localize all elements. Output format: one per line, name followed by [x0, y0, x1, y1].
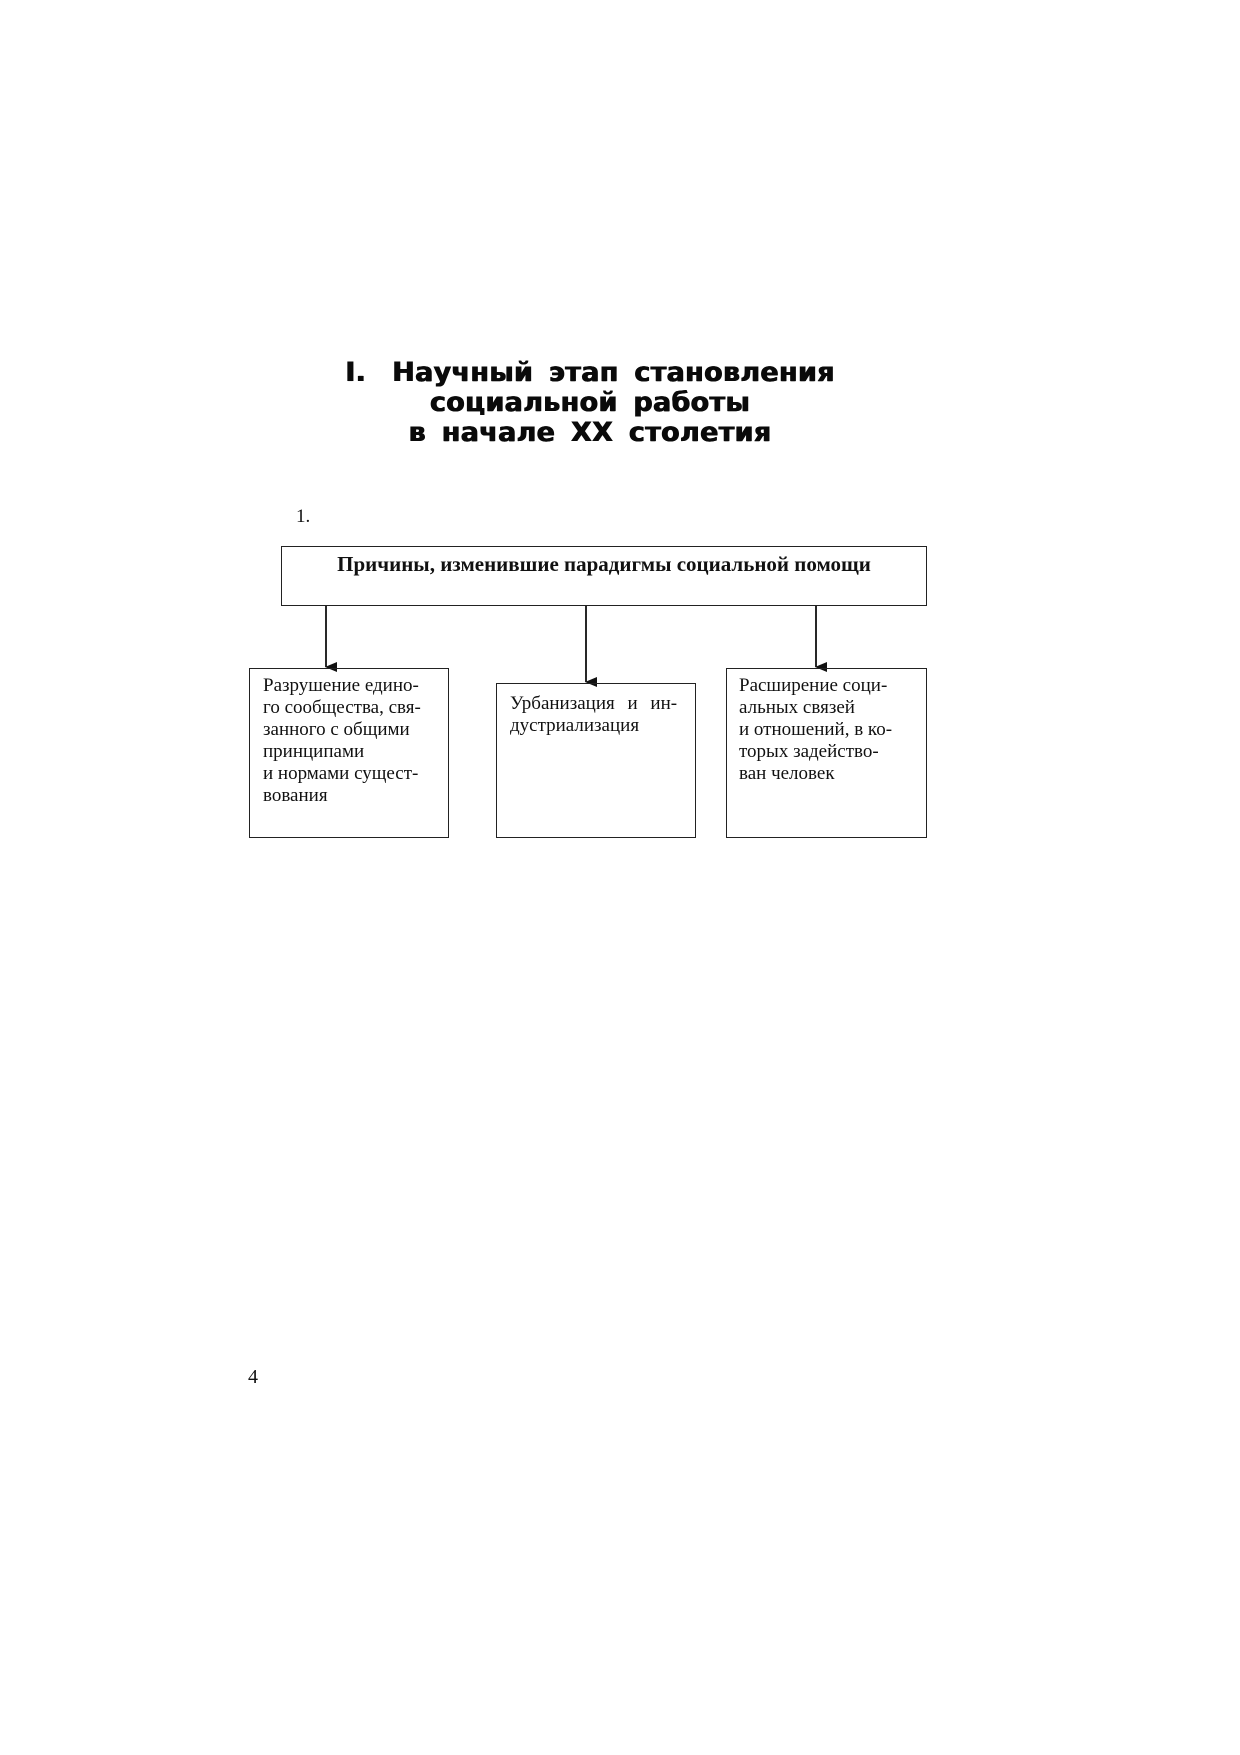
box-1-line: го сообщества, свя- [263, 697, 421, 718]
box-3-line: Расширение соци- [739, 675, 888, 696]
box-1-line: Разрушение едино- [263, 675, 419, 696]
page-number: 4 [248, 1366, 258, 1388]
diagram-child-box-3 [726, 668, 927, 838]
chapter-heading-line-1 [330, 358, 850, 388]
box-3-line: альных связей [739, 697, 855, 718]
box-1-line: занного с общими [263, 719, 410, 740]
item-number: 1. [296, 506, 311, 527]
box-3-line: и отношений, в ко- [739, 719, 893, 740]
box-3-line: торых задейство- [739, 741, 879, 762]
diagram-child-box-1 [249, 668, 449, 838]
chapter-title-part-1: Научный этап становления [392, 357, 835, 388]
box-1-line: вования [263, 785, 328, 806]
chapter-number: I. [345, 357, 367, 388]
box-1-line: принципами [263, 741, 365, 762]
diagram-child-box-2 [496, 683, 696, 838]
diagram-root-label: Причины, изменившие парадигмы социальной помощи [337, 552, 871, 576]
chapter-heading-line-3: в начале XX столетия [408, 417, 772, 448]
diagram-root-box [281, 546, 927, 606]
box-2-line: дустриализация [510, 715, 640, 736]
box-3-line: ван человек [739, 763, 835, 784]
box-2-line: Урбанизация и ин- [510, 693, 678, 714]
chapter-heading [330, 358, 850, 448]
chapter-heading-line-2: социальной работы [429, 387, 751, 418]
box-1-line: и нормами сущест- [263, 763, 419, 784]
